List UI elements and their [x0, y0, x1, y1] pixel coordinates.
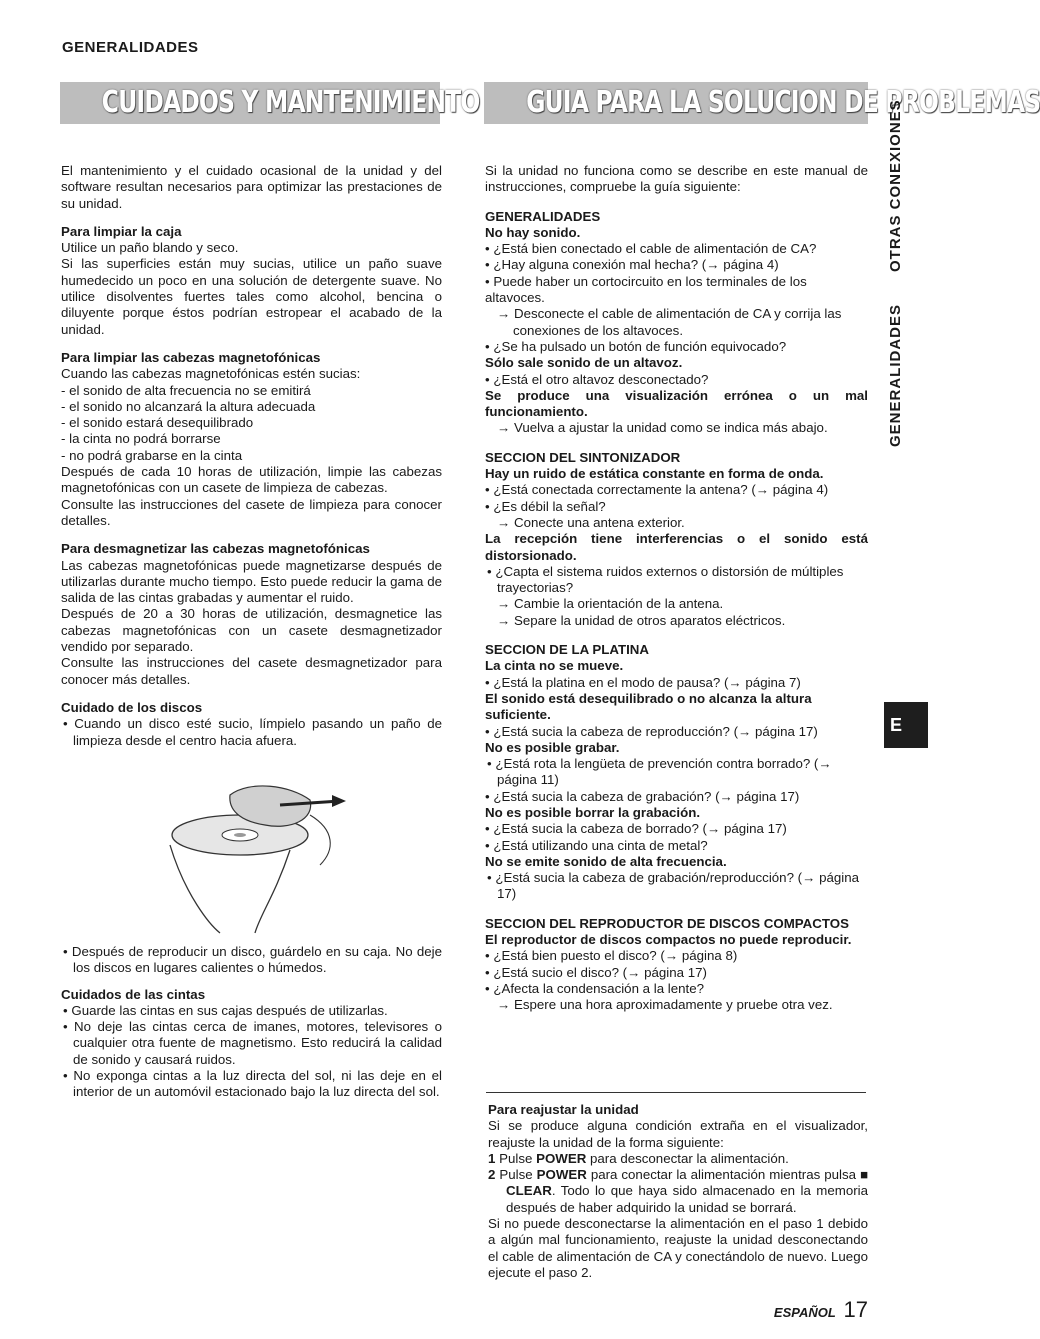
list-item: • ¿Se ha pulsado un botón de función equivocado?	[485, 338, 787, 354]
page-number: 17	[843, 1297, 868, 1322]
list-item: • ¿Está sucia la cabeza de grabación/reproducción? (→ página 17)	[487, 870, 860, 902]
list-item: - el sonido estará desequilibrado	[61, 415, 254, 431]
banner-problemas-title: GUIA PARA LA SOLUCION DE PROBLEMAS	[526, 85, 1040, 120]
banner-cuidados-title: CUIDADOS Y MANTENIMIENTO	[101, 85, 480, 120]
heading-discos: Cuidado de los discos	[61, 699, 203, 715]
problem-ruido: Hay un ruido de estática constante en forma de onda.	[485, 466, 824, 482]
list-item: - no podrá grabarse en la cinta	[61, 447, 243, 463]
list-item: • ¿Está la platina en el modo de pausa? (→ página 7)	[485, 674, 801, 690]
text-caja-2: Si las superficies están muy sucias, utilice un paño suave humedecido un poco en una solución de detergente suave. No utilice disolventes fuertes tales como alcohol, bencina o diluyente porque éstos podrían estropear el acabado de la unidad.	[61, 256, 442, 337]
troubleshoot-intro: Si la unidad no funciona como se describe en este manual de instrucciones, compruebe la guía siguiente:	[485, 163, 868, 195]
heading-desmag: Para desmagnetizar las cabezas magnetofónicas	[61, 541, 370, 557]
disc-cleaning-illustration	[160, 775, 350, 935]
key-power: POWER	[536, 1167, 587, 1183]
text-cabezas-1: Cuando las cabezas magnetofónicas estén sucias:	[61, 366, 361, 382]
problem-cinta-no-mueve: La cinta no se mueve.	[485, 658, 624, 674]
problem-no-sonido: No hay sonido.	[485, 224, 581, 240]
divider-rule	[486, 1092, 866, 1093]
fix-item: → Espere una hora aproximadamente y pruebe otra vez.	[497, 997, 833, 1013]
heading-reajustar: Para reajustar la unidad	[488, 1102, 639, 1117]
page-footer	[773, 1297, 868, 1322]
list-item: • No exponga cintas a la luz directa del sol, ni las deje en el interior de un automóvil estacionado bajo la luz directa del sol.	[63, 1068, 442, 1100]
list-item: - el sonido no alcanzará la altura adecuada	[61, 398, 316, 414]
language-tab: E	[884, 702, 928, 748]
text-caja-1: Utilice un paño blando y seco.	[61, 240, 239, 256]
heading-cabezas: Para limpiar las cabezas magnetofónicas	[61, 349, 321, 365]
key-power: POWER	[536, 1150, 587, 1166]
text-desmag-2: Después de 20 a 30 horas de utilización, desmagnetice las cabezas magnetofónicas con un casete desmagnetizador vendido por separado.	[61, 606, 442, 655]
right-column	[485, 163, 868, 1014]
text-desmag-1: Las cabezas magnetofónicas puede magnetizarse después de utilizarlas durante mucho tiempo. Esto puede reducir la gama de salida de las cintas grabadas y aumentar el ruido.	[61, 557, 442, 606]
list-item: • ¿Está bien conectado el cable de alimentación de CA?	[485, 241, 817, 257]
fix-item: → Vuelva a ajustar la unidad como se indica más abajo.	[497, 420, 828, 436]
text-cabezas-3: Consulte las instrucciones del casete de limpieza para conocer detalles.	[61, 496, 442, 528]
section-header: GENERALIDADES	[62, 39, 199, 56]
list-item: • ¿Está sucio el disco? (→ página 17)	[485, 964, 707, 980]
list-item: • Guarde las cintas en sus cajas después de utilizarlas.	[63, 1002, 388, 1018]
fix-item: → Desconecte el cable de alimentación de CA y corrija las conexiones de los altavoces.	[497, 306, 842, 338]
list-item: • ¿Está bien puesto el disco? (→ página 8)	[485, 948, 738, 964]
list-item: • ¿Afecta la condensación a la lente?	[485, 980, 705, 996]
text-reajustar-2: Si no puede desconectarse la alimentación en el paso 1 debido a algún mal funcionamiento, reajuste la unidad desconectando el cable de alimentación de CA y conectándolo de nuevo. Luego ejecute el paso 2.	[488, 1216, 868, 1280]
list-item: • ¿Está el otro altavoz desconectado?	[485, 371, 709, 387]
banner-problemas	[484, 82, 1040, 124]
fix-item: → Separe la unidad de otros aparatos eléctricos.	[497, 612, 786, 628]
list-item: • ¿Hay alguna conexión mal hecha? (→ página 4)	[485, 257, 779, 273]
left-column-lower	[61, 944, 442, 1101]
side-tab-otras-conexiones: OTRAS CONEXIONES	[887, 99, 904, 272]
heading-discos-compactos: SECCION DEL REPRODUCTOR DE DISCOS COMPACTOS	[485, 915, 849, 931]
problem-un-altavoz: Sólo sale sonido de un altavoz.	[485, 355, 683, 371]
text-cabezas-2: Después de cada 10 horas de utilización, limpie las cabezas magnetofónicas con un casete de limpieza de cabezas.	[61, 464, 442, 496]
fix-item: → Cambie la orientación de la antena.	[497, 596, 724, 612]
problem-no-grabar: No es posible grabar.	[485, 739, 620, 755]
list-item: • ¿Está rota la lengüeta de prevención contra borrado? (→ página 11)	[487, 756, 832, 788]
problem-no-borrar: No es posible borrar la grabación.	[485, 804, 701, 820]
heading-sintonizador: SECCION DEL SINTONIZADOR	[485, 449, 681, 465]
problem-desequilibrado: El sonido está desequilibrado o no alcanza la altura suficiente.	[485, 690, 812, 723]
problem-cd-no-reproduce: El reproductor de discos compactos no puede reproducir.	[485, 932, 852, 948]
left-column	[61, 163, 442, 749]
step-text: para desconectar la alimentación.	[590, 1150, 789, 1166]
step-number: 1	[488, 1150, 496, 1166]
list-item: • ¿Capta el sistema ruidos externos o distorsión de múltiples trayectorias?	[487, 563, 844, 596]
list-item: • ¿Está sucia la cabeza de reproducción? (→ página 17)	[485, 723, 818, 739]
heading-platina: SECCION DE LA PLATINA	[485, 642, 649, 658]
list-item: • ¿Es débil la señal?	[485, 498, 606, 514]
step-number: 2	[488, 1167, 496, 1183]
heading-cintas: Cuidados de las cintas	[61, 986, 206, 1002]
list-item: • ¿Está sucia la cabeza de grabación? (→ página 17)	[485, 788, 800, 804]
step-1	[488, 1151, 868, 1167]
list-item: • ¿Está sucia la cabeza de borrado? (→ página 17)	[485, 821, 787, 837]
list-item: • ¿Está utilizando una cinta de metal?	[485, 837, 708, 853]
footer-language: ESPAÑOL	[773, 1305, 836, 1320]
step-2	[488, 1167, 868, 1216]
list-item: - la cinta no podrá borrarse	[61, 431, 221, 447]
reset-section	[488, 1102, 868, 1281]
fix-item: → Conecte una antena exterior.	[497, 514, 685, 530]
bullet-discos-2: • Después de reproducir un disco, guárdelo en su caja. No deje los discos en lugares calientes o húmedos.	[63, 944, 442, 976]
list-item: - el sonido de alta frecuencia no se emitirá	[61, 382, 311, 398]
side-tab-generalidades: GENERALIDADES	[887, 303, 904, 447]
heading-generalidades: GENERALIDADES	[485, 208, 601, 224]
heading-caja: Para limpiar la caja	[61, 223, 182, 239]
key-clear: ■ CLEAR	[506, 1167, 868, 1199]
step-text: Pulse	[499, 1150, 533, 1166]
intro-paragraph: El mantenimiento y el cuidado ocasional de la unidad y del software resultan necesarios para optimizar las prestaciones de su unidad.	[61, 163, 442, 211]
text-reajustar: Si se produce alguna condición extraña en el visualizador, reajuste la unidad de la forma siguiente:	[488, 1118, 868, 1150]
step-text: . Todo lo que haya sido almacenado en la memoria después de haber adquirido la unidad se borrará.	[506, 1183, 868, 1215]
problem-interferencias: La recepción tiene interferencias o el sonido está distorsionado.	[485, 531, 868, 563]
list-item: • Puede haber un cortocircuito en los terminales de los altavoces.	[485, 273, 807, 306]
problem-no-alta-frecuencia: No se emite sonido de alta frecuencia.	[485, 853, 727, 869]
list-item: • ¿Está conectada correctamente la antena? (→ página 4)	[485, 482, 829, 498]
bullet-discos-1: • Cuando un disco esté sucio, límpielo pasando un paño de limpieza desde el centro hacia afuera.	[63, 716, 442, 748]
step-text: para conectar la alimentación mientras pulsa	[590, 1167, 856, 1183]
text-desmag-3: Consulte las instrucciones del casete desmagnetizador para conocer más detalles.	[61, 655, 442, 687]
problem-visualizacion: Se produce una visualización errónea o un mal funcionamiento.	[485, 387, 868, 420]
step-text: Pulse	[499, 1167, 533, 1183]
list-item: • No deje las cintas cerca de imanes, motores, televisores o cualquier otra fuente de magnetismo. Esto reducirá la calidad de sonido y causará ruidos.	[63, 1019, 442, 1067]
banner-cuidados	[60, 82, 480, 124]
